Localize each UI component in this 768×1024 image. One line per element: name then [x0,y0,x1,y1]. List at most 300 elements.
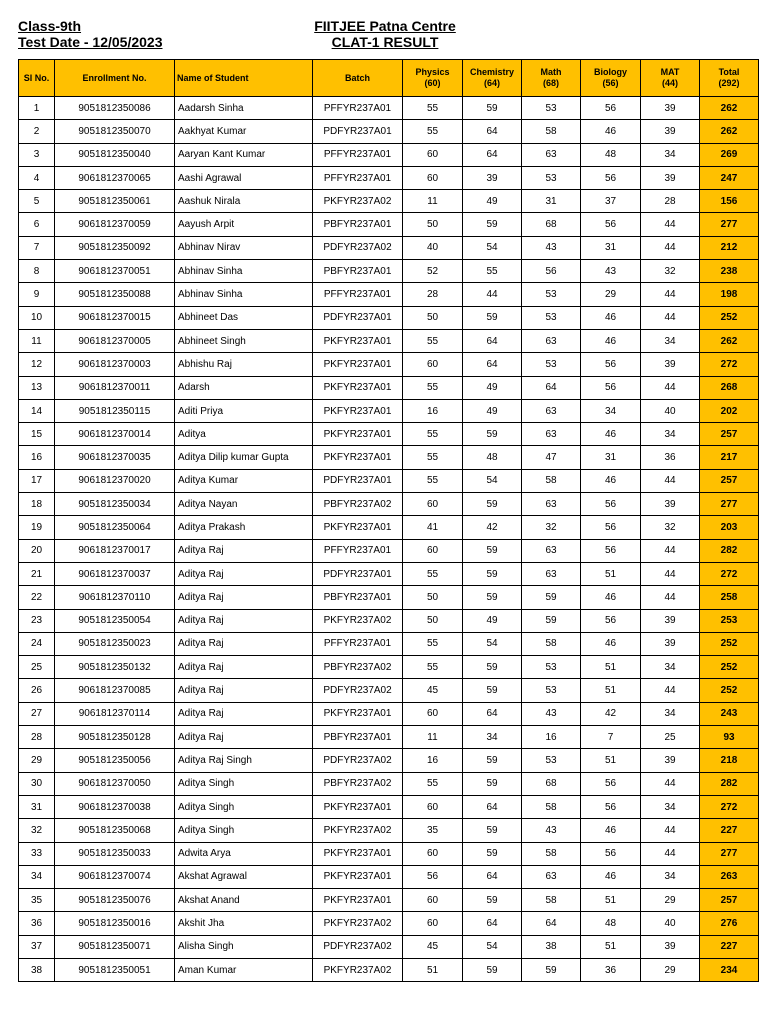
total-cell: 202 [700,399,759,422]
enrollment-cell: 9061812370038 [55,795,175,818]
biology-cell: 51 [581,935,641,958]
table-body [19,97,759,982]
name-cell: Aditya Raj [175,609,313,632]
mat-cell: 32 [641,260,700,283]
mat-cell: 36 [641,446,700,469]
biology-cell: 56 [581,376,641,399]
chemistry-cell: 49 [463,399,522,422]
batch-cell: PDFYR237A01 [313,120,403,143]
enrollment-cell: 9051812350071 [55,935,175,958]
physics-cell: 60 [403,702,463,725]
sl-no-cell: 14 [19,399,55,422]
col-name-header: Name of Student [175,60,313,97]
math-cell: 63 [522,562,581,585]
mat-cell: 39 [641,120,700,143]
math-cell: 58 [522,842,581,865]
name-cell: Aditya Kumar [175,469,313,492]
math-cell: 47 [522,446,581,469]
table-row [19,772,759,795]
math-cell: 31 [522,190,581,213]
table-row [19,702,759,725]
math-cell: 58 [522,469,581,492]
biology-cell: 46 [581,329,641,352]
physics-cell: 60 [403,795,463,818]
name-cell: Aditya Singh [175,819,313,842]
batch-cell: PFFYR237A01 [313,283,403,306]
physics-cell: 41 [403,516,463,539]
table-row [19,562,759,585]
chemistry-cell: 34 [463,726,522,749]
table-row [19,865,759,888]
sl-no-cell: 3 [19,143,55,166]
total-cell: 257 [700,423,759,446]
math-cell: 53 [522,97,581,120]
mat-cell: 34 [641,423,700,446]
math-cell: 58 [522,795,581,818]
mat-cell: 44 [641,679,700,702]
math-cell: 63 [522,399,581,422]
biology-cell: 51 [581,749,641,772]
chemistry-cell: 49 [463,376,522,399]
mat-cell: 39 [641,632,700,655]
name-cell: Akshat Agrawal [175,865,313,888]
name-cell: Abhinav Nirav [175,236,313,259]
enrollment-cell: 9051812350132 [55,656,175,679]
math-cell: 68 [522,772,581,795]
chemistry-cell: 64 [463,795,522,818]
table-row [19,819,759,842]
header-center [300,18,470,50]
physics-cell: 55 [403,97,463,120]
enrollment-cell: 9061812370074 [55,865,175,888]
batch-cell: PBFYR237A02 [313,772,403,795]
math-cell: 32 [522,516,581,539]
sl-no-cell: 30 [19,772,55,795]
total-cell: 257 [700,469,759,492]
name-cell: Akshit Jha [175,912,313,935]
batch-cell: PDFYR237A01 [313,469,403,492]
table-row [19,306,759,329]
enrollment-cell: 9051812350023 [55,632,175,655]
total-cell: 243 [700,702,759,725]
table-row [19,539,759,562]
total-cell: 252 [700,656,759,679]
mat-cell: 44 [641,306,700,329]
biology-cell: 56 [581,493,641,516]
total-cell: 218 [700,749,759,772]
batch-cell: PDFYR237A01 [313,562,403,585]
table-row [19,469,759,492]
biology-cell: 56 [581,213,641,236]
name-cell: Aditya Raj [175,562,313,585]
sl-no-cell: 36 [19,912,55,935]
sl-no-cell: 15 [19,423,55,446]
chemistry-cell: 64 [463,912,522,935]
mat-cell: 44 [641,376,700,399]
total-cell: 282 [700,772,759,795]
enrollment-cell: 9051812350056 [55,749,175,772]
sl-no-cell: 21 [19,562,55,585]
chemistry-cell: 64 [463,120,522,143]
math-cell: 59 [522,609,581,632]
sl-no-cell: 25 [19,656,55,679]
name-cell: Adwita Arya [175,842,313,865]
math-cell: 53 [522,306,581,329]
math-cell: 43 [522,236,581,259]
name-cell: Adarsh [175,376,313,399]
physics-cell: 60 [403,539,463,562]
enrollment-cell: 9051812350016 [55,912,175,935]
biology-cell: 56 [581,353,641,376]
physics-cell: 50 [403,306,463,329]
mat-cell: 34 [641,795,700,818]
biology-cell: 37 [581,190,641,213]
math-cell: 53 [522,656,581,679]
table-row [19,120,759,143]
table-row [19,795,759,818]
name-cell: Aashi Agrawal [175,166,313,189]
physics-cell: 55 [403,120,463,143]
table-row [19,236,759,259]
total-cell: 262 [700,120,759,143]
sl-no-cell: 33 [19,842,55,865]
total-cell: 227 [700,819,759,842]
chemistry-cell: 64 [463,353,522,376]
col-biology-header: Biology (56) [581,60,641,97]
table-row [19,329,759,352]
total-cell: 247 [700,166,759,189]
batch-cell: PDFYR237A02 [313,935,403,958]
batch-cell: PBFYR237A01 [313,586,403,609]
chemistry-cell: 55 [463,260,522,283]
batch-cell: PBFYR237A02 [313,656,403,679]
mat-cell: 39 [641,609,700,632]
physics-cell: 50 [403,609,463,632]
col-total-header: Total (292) [700,60,759,97]
biology-cell: 46 [581,120,641,143]
total-cell: 252 [700,306,759,329]
biology-cell: 34 [581,399,641,422]
chemistry-cell: 64 [463,143,522,166]
enrollment-cell: 9051812350068 [55,819,175,842]
physics-cell: 55 [403,632,463,655]
mat-cell: 40 [641,912,700,935]
batch-cell: PDFYR237A02 [313,236,403,259]
col-batch-header: Batch [313,60,403,97]
math-cell: 53 [522,749,581,772]
math-cell: 64 [522,912,581,935]
total-cell: 277 [700,213,759,236]
math-cell: 59 [522,586,581,609]
sl-no-cell: 27 [19,702,55,725]
name-cell: Akshat Anand [175,889,313,912]
batch-cell: PKFYR237A02 [313,912,403,935]
physics-cell: 35 [403,819,463,842]
math-cell: 53 [522,283,581,306]
batch-cell: PKFYR237A01 [313,889,403,912]
total-cell: 253 [700,609,759,632]
physics-cell: 51 [403,958,463,981]
col-enrollment-header: Enrollment No. [55,60,175,97]
enrollment-cell: 9051812350088 [55,283,175,306]
total-cell: 252 [700,632,759,655]
batch-cell: PKFYR237A02 [313,609,403,632]
sl-no-cell: 20 [19,539,55,562]
total-cell: 257 [700,889,759,912]
name-cell: Aditya Dilip kumar Gupta [175,446,313,469]
physics-cell: 55 [403,656,463,679]
enrollment-cell: 9051812350076 [55,889,175,912]
enrollment-cell: 9051812350040 [55,143,175,166]
math-cell: 59 [522,958,581,981]
table-row [19,958,759,981]
sl-no-cell: 35 [19,889,55,912]
chemistry-cell: 59 [463,842,522,865]
enrollment-cell: 9061812370020 [55,469,175,492]
sl-no-cell: 5 [19,190,55,213]
batch-cell: PKFYR237A01 [313,399,403,422]
chemistry-cell: 54 [463,632,522,655]
sl-no-cell: 4 [19,166,55,189]
enrollment-cell: 9051812350033 [55,842,175,865]
batch-cell: PFFYR237A01 [313,97,403,120]
sl-no-cell: 28 [19,726,55,749]
biology-cell: 46 [581,819,641,842]
chemistry-cell: 59 [463,423,522,446]
sl-no-cell: 34 [19,865,55,888]
biology-cell: 43 [581,260,641,283]
enrollment-cell: 9051812350115 [55,399,175,422]
math-cell: 43 [522,819,581,842]
total-cell: 252 [700,679,759,702]
chemistry-cell: 49 [463,609,522,632]
mat-cell: 44 [641,772,700,795]
name-cell: Aditya Raj [175,656,313,679]
mat-cell: 34 [641,656,700,679]
chemistry-cell: 59 [463,889,522,912]
total-cell: 258 [700,586,759,609]
total-cell: 262 [700,329,759,352]
math-cell: 58 [522,632,581,655]
math-cell: 58 [522,120,581,143]
physics-cell: 60 [403,353,463,376]
total-cell: 217 [700,446,759,469]
physics-cell: 56 [403,865,463,888]
mat-cell: 34 [641,702,700,725]
chemistry-cell: 39 [463,166,522,189]
name-cell: Aditya Nayan [175,493,313,516]
mat-cell: 29 [641,889,700,912]
mat-cell: 44 [641,539,700,562]
table-row [19,632,759,655]
biology-cell: 36 [581,958,641,981]
chemistry-cell: 64 [463,329,522,352]
physics-cell: 55 [403,376,463,399]
name-cell: Abhinav Sinha [175,283,313,306]
physics-cell: 50 [403,213,463,236]
total-cell: 272 [700,353,759,376]
physics-cell: 60 [403,493,463,516]
enrollment-cell: 9061812370014 [55,423,175,446]
batch-cell: PBFYR237A01 [313,213,403,236]
physics-cell: 40 [403,236,463,259]
sl-no-cell: 37 [19,935,55,958]
table-row [19,586,759,609]
biology-cell: 31 [581,236,641,259]
chemistry-cell: 54 [463,935,522,958]
total-cell: 272 [700,795,759,818]
name-cell: Aman Kumar [175,958,313,981]
table-row [19,749,759,772]
enrollment-cell: 9061812370050 [55,772,175,795]
name-cell: Aditya Raj Singh [175,749,313,772]
batch-cell: PFFYR237A01 [313,166,403,189]
enrollment-cell: 9051812350054 [55,609,175,632]
batch-cell: PBFYR237A01 [313,726,403,749]
math-cell: 63 [522,865,581,888]
batch-cell: PDFYR237A01 [313,306,403,329]
math-cell: 53 [522,353,581,376]
chemistry-cell: 48 [463,446,522,469]
table-row [19,493,759,516]
col-math-header: Math (68) [522,60,581,97]
table-row [19,97,759,120]
biology-cell: 51 [581,562,641,585]
physics-cell: 50 [403,586,463,609]
batch-cell: PKFYR237A02 [313,958,403,981]
mat-cell: 44 [641,213,700,236]
chemistry-cell: 59 [463,586,522,609]
table-row [19,190,759,213]
table-row [19,260,759,283]
physics-cell: 45 [403,935,463,958]
table-row [19,353,759,376]
table-row [19,842,759,865]
chemistry-cell: 59 [463,772,522,795]
total-cell: 234 [700,958,759,981]
sl-no-cell: 17 [19,469,55,492]
batch-cell: PKFYR237A01 [313,865,403,888]
biology-cell: 29 [581,283,641,306]
chemistry-cell: 44 [463,283,522,306]
chemistry-cell: 59 [463,493,522,516]
biology-cell: 51 [581,889,641,912]
table-row [19,516,759,539]
math-cell: 58 [522,889,581,912]
chemistry-cell: 42 [463,516,522,539]
mat-cell: 34 [641,865,700,888]
chemistry-cell: 59 [463,819,522,842]
test-date: Test Date - 12/05/2023 [18,34,163,50]
enrollment-cell: 9061812370003 [55,353,175,376]
table-header-row [19,60,759,97]
enrollment-cell: 9061812370114 [55,702,175,725]
biology-cell: 56 [581,795,641,818]
batch-cell: PFFYR237A01 [313,632,403,655]
biology-cell: 56 [581,166,641,189]
math-cell: 63 [522,143,581,166]
enrollment-cell: 9061812370035 [55,446,175,469]
biology-cell: 56 [581,539,641,562]
physics-cell: 55 [403,562,463,585]
enrollment-cell: 9061812370059 [55,213,175,236]
total-cell: 198 [700,283,759,306]
sl-no-cell: 26 [19,679,55,702]
mat-cell: 34 [641,329,700,352]
name-cell: Aashuk Nirala [175,190,313,213]
mat-cell: 44 [641,236,700,259]
physics-cell: 55 [403,772,463,795]
name-cell: Aditya Raj [175,679,313,702]
batch-cell: PKFYR237A01 [313,376,403,399]
mat-cell: 29 [641,958,700,981]
mat-cell: 39 [641,493,700,516]
mat-cell: 28 [641,190,700,213]
math-cell: 63 [522,329,581,352]
sl-no-cell: 8 [19,260,55,283]
mat-cell: 44 [641,562,700,585]
total-cell: 203 [700,516,759,539]
header-left [18,18,163,50]
biology-cell: 51 [581,679,641,702]
math-cell: 63 [522,423,581,446]
total-cell: 272 [700,562,759,585]
biology-cell: 48 [581,143,641,166]
sl-no-cell: 31 [19,795,55,818]
chemistry-cell: 54 [463,236,522,259]
total-cell: 262 [700,97,759,120]
enrollment-cell: 9051812350051 [55,958,175,981]
name-cell: Aayush Arpit [175,213,313,236]
sl-no-cell: 2 [19,120,55,143]
batch-cell: PKFYR237A02 [313,819,403,842]
math-cell: 63 [522,539,581,562]
biology-cell: 56 [581,97,641,120]
mat-cell: 44 [641,283,700,306]
col-physics-header: Physics (60) [403,60,463,97]
table-row [19,912,759,935]
biology-cell: 42 [581,702,641,725]
name-cell: Aditi Priya [175,399,313,422]
biology-cell: 46 [581,469,641,492]
enrollment-cell: 9051812350034 [55,493,175,516]
table-row [19,889,759,912]
mat-cell: 39 [641,97,700,120]
enrollment-cell: 9061812370005 [55,329,175,352]
physics-cell: 60 [403,166,463,189]
sl-no-cell: 19 [19,516,55,539]
physics-cell: 55 [403,469,463,492]
name-cell: Abhineet Singh [175,329,313,352]
math-cell: 63 [522,493,581,516]
sl-no-cell: 6 [19,213,55,236]
biology-cell: 46 [581,306,641,329]
total-cell: 269 [700,143,759,166]
name-cell: Aditya Raj [175,726,313,749]
name-cell: Aditya Prakash [175,516,313,539]
total-cell: 156 [700,190,759,213]
physics-cell: 55 [403,423,463,446]
total-cell: 263 [700,865,759,888]
enrollment-cell: 9061812370110 [55,586,175,609]
batch-cell: PBFYR237A02 [313,493,403,516]
table-row [19,213,759,236]
enrollment-cell: 9061812370037 [55,562,175,585]
batch-cell: PKFYR237A01 [313,516,403,539]
chemistry-cell: 59 [463,539,522,562]
chemistry-cell: 59 [463,656,522,679]
biology-cell: 48 [581,912,641,935]
